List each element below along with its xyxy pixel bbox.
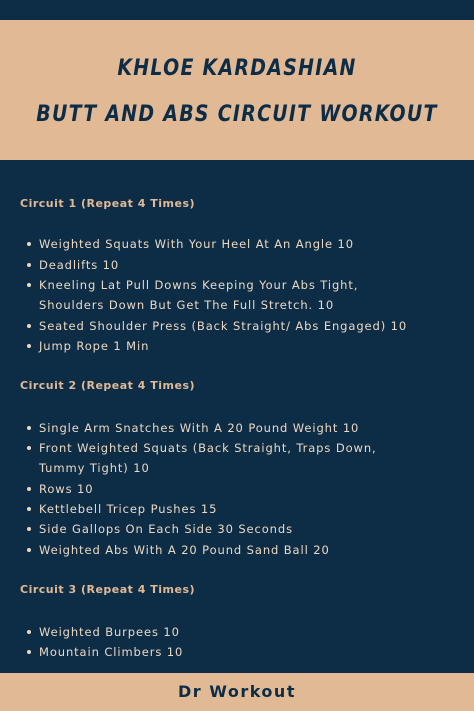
list-item-text: Side Gallops On Each Side 30 Seconds <box>39 522 293 536</box>
list-item-text: Kettlebell Tricep Pushes 15 <box>39 502 218 516</box>
bullet-icon <box>27 446 31 450</box>
bullet-icon <box>27 426 31 430</box>
bullet-icon <box>27 630 31 634</box>
bullet-icon <box>27 527 31 531</box>
list-item-text: Kneeling Lat Pull Downs Keeping Your Abs Tight, <box>39 278 359 292</box>
list-item-text: Deadlifts 10 <box>39 258 120 272</box>
bullet-icon <box>27 507 31 511</box>
list-item-text: Seated Shoulder Press (Back Straight/ Abs Engaged) 10 <box>39 319 408 333</box>
title-banner <box>0 20 474 160</box>
workout-content <box>0 160 474 673</box>
circuit-3-heading: Circuit 3 (Repeat 4 Times) <box>20 583 196 596</box>
list-item-text: Single Arm Snatches With A 20 Pound Weight 10 <box>39 421 360 435</box>
bullet-icon <box>27 650 31 654</box>
bullet-icon <box>27 324 31 328</box>
page-title-line-2: BUTT AND ABS CIRCUIT WORKOUT <box>36 102 438 127</box>
list-item-text: Weighted Squats With Your Heel At An Angle 10 <box>39 237 354 251</box>
top-border <box>0 0 474 20</box>
circuit-2-heading: Circuit 2 (Repeat 4 Times) <box>20 379 196 392</box>
list-item-text: Jump Rope 1 Min <box>39 339 150 353</box>
list-item-text: Weighted Burpees 10 <box>39 625 180 639</box>
page-title-line-1: KHLOE KARDASHIAN <box>117 56 357 81</box>
list-item-text: Mountain Climbers 10 <box>39 645 184 659</box>
list-item-text-continued: Shoulders Down But Get The Full Stretch. 10 <box>39 298 335 312</box>
circuit-1-heading: Circuit 1 (Repeat 4 Times) <box>20 197 196 210</box>
bullet-icon <box>27 548 31 552</box>
bullet-icon <box>27 283 31 287</box>
bullet-icon <box>27 487 31 491</box>
bullet-icon <box>27 344 31 348</box>
list-item-text: Front Weighted Squats (Back Straight, Traps Down, <box>39 441 377 455</box>
list-item-text: Weighted Abs With A 20 Pound Sand Ball 20 <box>39 543 330 557</box>
list-item-text-continued: Tummy Tight) 10 <box>39 461 150 475</box>
list-item-text: Rows 10 <box>39 482 94 496</box>
footer-banner <box>0 673 474 711</box>
footer-brand: Dr Workout <box>178 682 296 701</box>
bullet-icon <box>27 263 31 267</box>
bullet-icon <box>27 242 31 246</box>
